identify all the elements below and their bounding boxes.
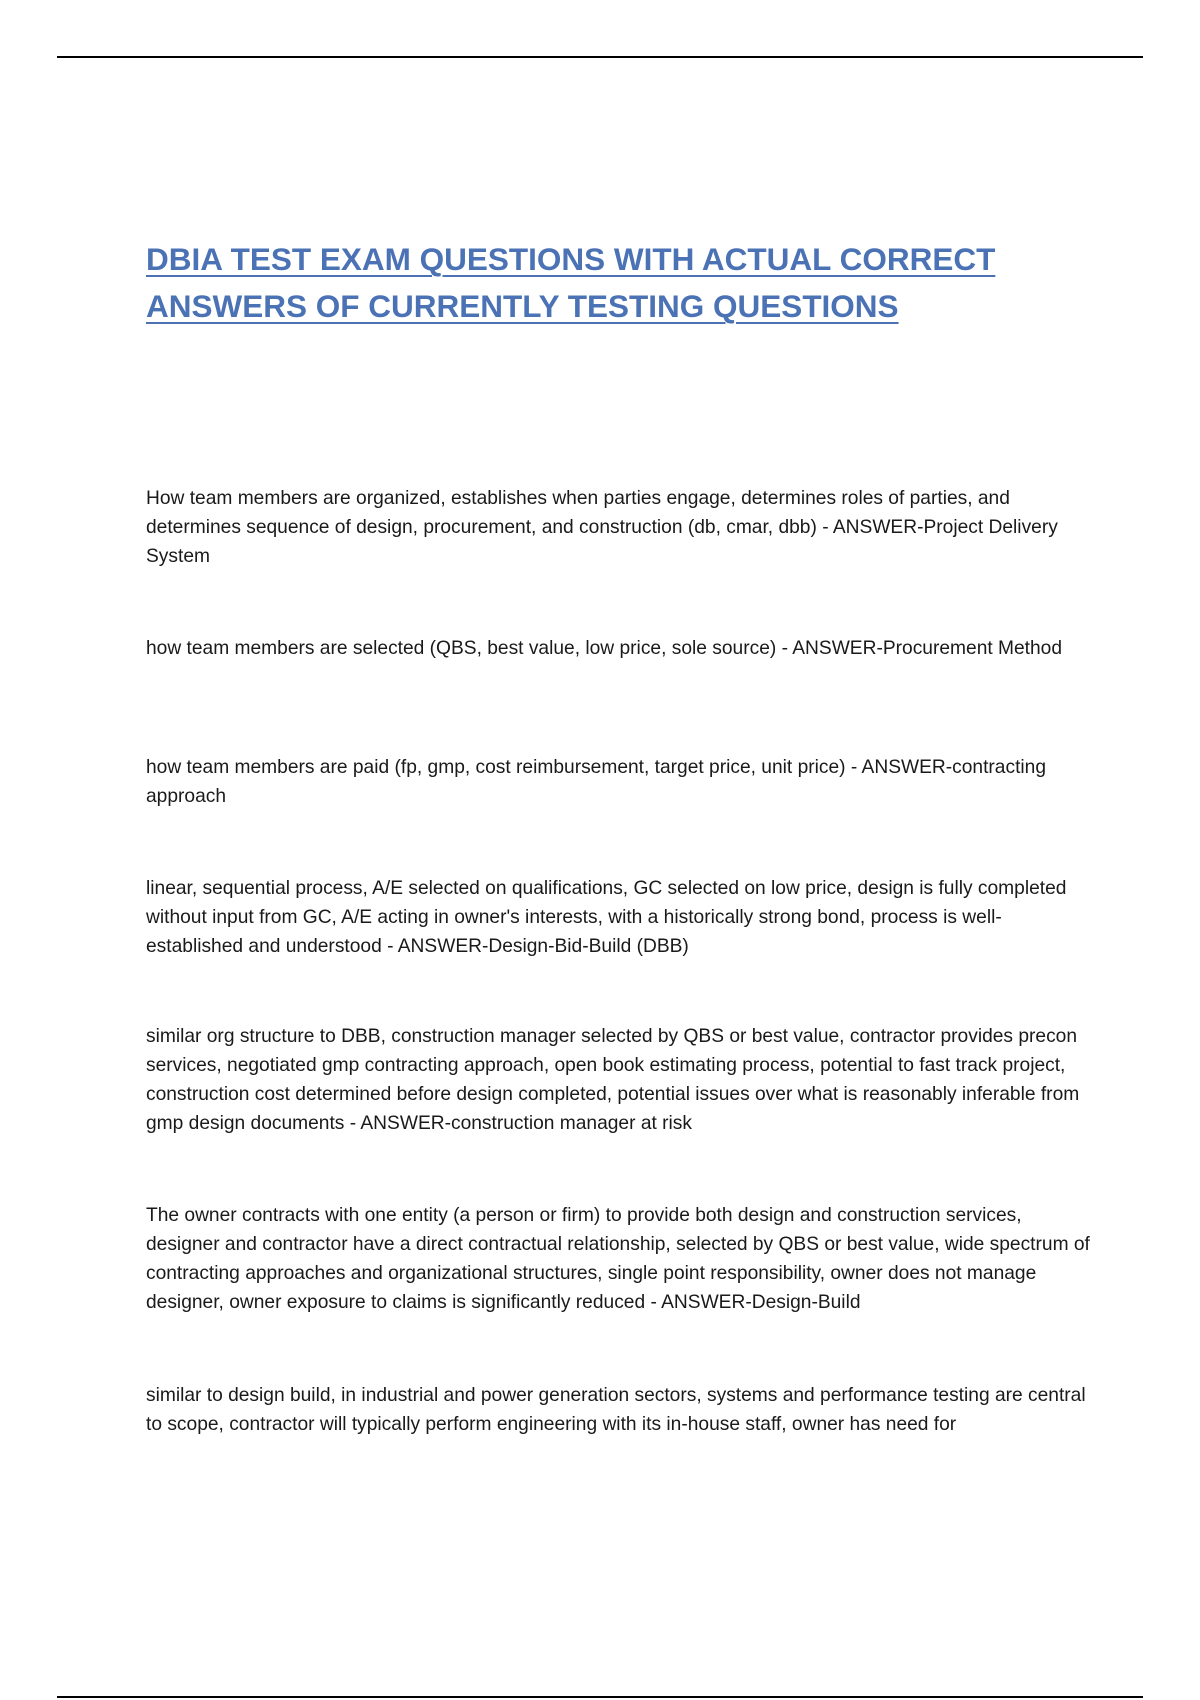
- qa-entry-design-build: The owner contracts with one entity (a person or firm) to provide both design and construction services, designer and contractor have a direct contractual relationship, selected by QBS or best value, wide spectrum of contracting approaches and organizational structures, single point responsibility, owner does not manage designer, owner exposure to claims is significantly reduced - ANSWER-Design-Build: [146, 1205, 1090, 1313]
- qa-entry-industrial-design-build: similar to design build, in industrial and power generation sectors, systems and performance testing are central to scope, contractor will typically perform engineering with its in-house staff, owner has need for: [146, 1385, 1086, 1435]
- qa-entry-project-delivery-system: How team members are organized, establishes when parties engage, determines roles of parties, and determines sequence of design, procurement, and construction (db, cmar, dbb) - ANSWER-Project Delivery System: [146, 488, 1058, 567]
- qa-entry-construction-manager-at-risk: similar org structure to DBB, construction manager selected by QBS or best value, contractor provides precon services, negotiated gmp contracting approach, open book estimating process, potential to fast track project, construction cost determined before design completed, potential issues over what is reasonably inferable from gmp design documents - ANSWER-construction manager at risk: [146, 1026, 1080, 1134]
- qa-entry-design-bid-build: linear, sequential process, A/E selected on qualifications, GC selected on low price, design is fully completed without input from GC, A/E acting in owner's interests, with a historically strong bond, process is well-established and understood - ANSWER-Design-Bid-Build (DBB): [146, 878, 1067, 957]
- footer-rule: [57, 1696, 1143, 1698]
- qa-entry-contracting-approach: how team members are paid (fp, gmp, cost reimbursement, target price, unit price) - ANSWER-contracting approach: [146, 757, 1047, 807]
- document-title: DBIA TEST EXAM QUESTIONS WITH ACTUAL CORRECT ANSWERS OF CURRENTLY TESTING QUESTIONS: [146, 241, 996, 324]
- header-rule: [57, 56, 1143, 58]
- qa-entry-procurement-method: how team members are selected (QBS, best value, low price, sole source) - ANSWER-Procurement Method: [146, 638, 1063, 659]
